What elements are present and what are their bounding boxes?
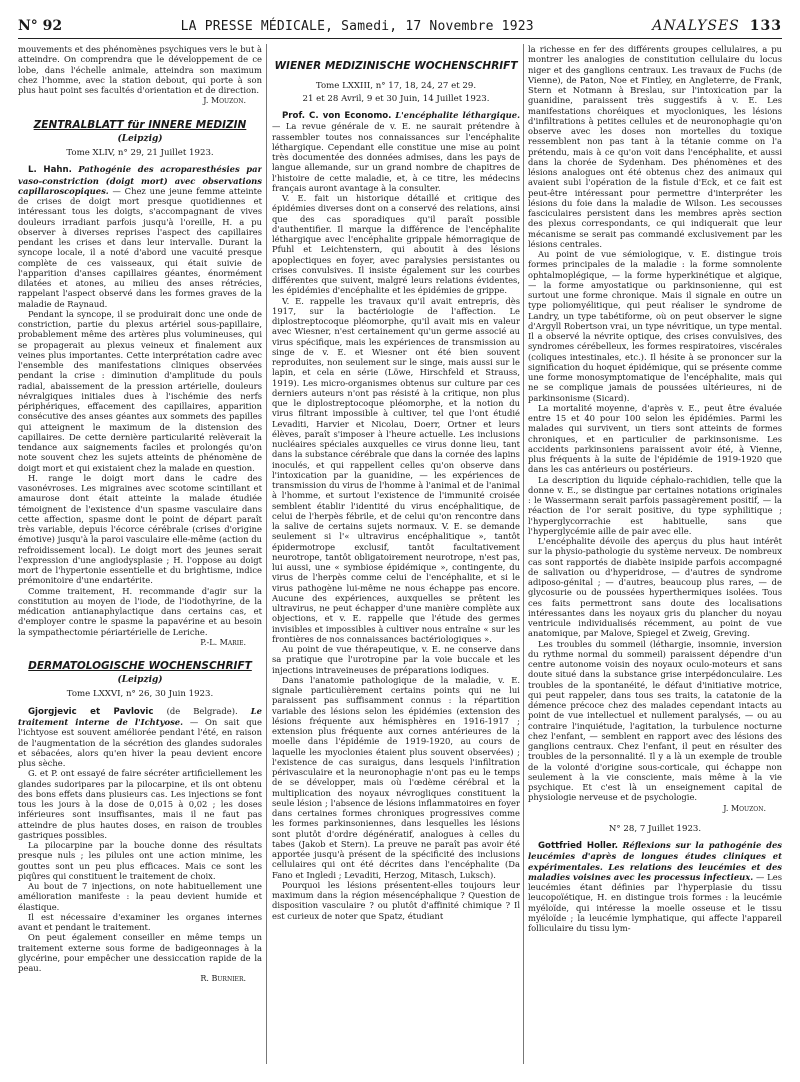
source-heading: WIENER MEDIZINISCHE WOCHENSCHRIFT: [274, 60, 518, 72]
paragraph: Pendant la syncope, il se produirait donc une onde de constriction, partie du plexus artériel sous-papillaire, probablement même des artères plus volumineuses, qui se propagerait au plexus veineux et finalement aux veines plus importantes. Cette interprétation cadre avec l'ensemble des manifestations cliniques observées pendant la crise : diminution d'amplitude du pouls radial, abaissement de la pression artérielle, douleurs névralgiques initiales dues à l'ischémie des nerfs périphériques, effacement des capillaires, apparition consécutive des anses géantes aux sommets des papilles qui atteignent le maximum de la distension des capillaires. De cette dernière particularité relèverait la tendance aux saignements faciles et prolongés qu'on note souvent chez les sujets atteints de phénomène de doigt mort et qui existaient chez la malade en question.: [18, 308, 262, 473]
column-divider: [266, 44, 267, 1064]
page-header: [18, 16, 782, 36]
paragraph: mouvements et des phénomènes psychiques vers le but à atteindre. On comprendra que le développement de ce lobe, dans l'échelle animale, atteindra son maximum chez l'homme, avec la station debout, qui porte à son plus haut point ses facultés d'orientation et de direction.: [18, 44, 262, 95]
article-text: — Les leucémies étant définies par l'hyperplasie du tissu leucopoïétique, H. en distingue trois formes : la leucémie myéloïde, qui intéresse la moelle osseuse et le tissu myéloïde ; la leucémie lymphatique, qui affecte l'appareil folliculaire du tissu lym-: [528, 871, 782, 933]
article-title: Le traitement interne de l'Ichtyose.: [18, 705, 262, 727]
article-paragraph: [528, 840, 782, 933]
author-location: (de Belgrade).: [166, 705, 238, 716]
paragraph: Dans l'anatomie pathologique de la maladie, v. E. signale particulièrement certains points qui ne lui paraissent pas suffisamment connus : la répartition variable des lésions selon les épidémies (extension des lésions fréquente aux hémisphères en 1916-1917 ; extension plus fréquente aux cornes antérieures de la moelle dans l'épidémie de 1919-1920, au cours de laquelle les myoclonies étaient plus souvent observées) ; l'existence de cas suraigus, dans lesquels l'infiltration périvasculaire et la neuronophagie n'ont pas eu le temps de se développer, mais où l'œdème cérébral et la multiplication des noyaux névrogliques constituent la seule lésion ; l'absence de lésions inflammatoires en foyer dans certaines formes chroniques progressives comme les formes parkinsoniennes, dans lesquelles les lésions sont plutôt d'ordre dégénératif, analogues à celles du tabes (Jakob et Stern). La preuve ne paraît pas avoir été apportée jusqu'à présent de la spécificité des inclusions cellulaires qui ont été décrites dans l'encéphalite (Da Fano et Ingledi ; Levaditi, Herzog, Mitasch, Luksch).: [272, 674, 520, 880]
paragraph: La description du liquide céphalo-rachidien, telle que la donne v. E., se distingue par certaines notations originales : le Wassermann serait parfois passagèrement positif, — la réaction de l'or serait positive, du type syphilitique ; l'hyperglycorrachie est habituelle, sans que l'hyperglycémie aille de pair avec elle.: [528, 474, 782, 536]
page-number: 133: [749, 18, 782, 34]
issue-dates: 21 et 28 Avril, 9 et 30 Juin, 14 Juillet 1923.: [302, 93, 490, 104]
source-city: (Leipzig): [117, 675, 163, 685]
article-paragraph: [18, 164, 262, 309]
issue-number: N° 92: [18, 18, 63, 34]
paragraph: Au bout de 7 injections, on note habituellement une amélioration manifeste : la peau devient humide et élastique.: [18, 881, 262, 912]
section-label: [652, 18, 782, 34]
source-heading: ZENTRALBLATT für INNERE MEDIZIN: [33, 118, 247, 131]
paragraph: Au point de vue thérapeutique, v. E. ne conserve dans sa pratique que l'urotropine par la voie buccale et les injections intraveineuses de préparations iodiques.: [272, 644, 520, 675]
paragraph: On peut également conseiller en même temps un traitement externe sous forme de badigeonnages à la glycérine, pour empêcher une dessiccation rapide de la peau.: [18, 932, 262, 973]
article-title: L'encéphalite léthargique.: [395, 110, 520, 120]
column-1: [18, 44, 262, 1072]
signature: P.-L. Marie.: [200, 637, 246, 647]
issue-info: Tome LXXIII, n° 17, 18, 24, 27 et 29.: [315, 81, 477, 91]
article-title: Réflexions sur la pathogénie des leucémies d'après de longues études cliniques et expérimentales. Les relations des leucémies et des maladies voisines avec les processus infectieux.: [528, 840, 782, 882]
journal-title: LA PRESSE MÉDICALE, Samedi, 17 Novembre 1923: [180, 18, 534, 34]
column-2: [272, 44, 520, 1072]
paragraph: La mortalité moyenne, d'après v. E., peut être évaluée entre 15 et 40 pour 100 selon les épidémies. Parmi les malades qui survivent, un tiers sont atteints de formes chroniques, et en particulier de parkinsonisme. Les accidents parkinsoniens paraissent avoir été, à Vienne, plus fréquents à la suite de l'épidémie de 1919-1920 que dans les cas antérieurs ou postérieurs.: [528, 402, 782, 475]
article-title: Pathogénie des acroparesthésies par vaso-constriction (doigt mort) avec observations capillaroscopiques.: [18, 164, 262, 196]
paragraph: V. E. rappelle les travaux qu'il avait entrepris, dès 1917, sur la bactériologie de l'affection. Le diplostreptocoque pléomorphe, qu'il avait mis en valeur avec Wiesner, n'est certainement qu'un germe associé au virus spécifique, mais les expériences de transmission au singe de v. E. et Wiesner ont été bien souvent reproduites, non seulement sur le singe, mais aussi sur le lapin, et cela en série (Löwe, Hirschfeld et Strauss, 1919). Les micro-organismes obtenus sur culture par ces derniers auteurs n'ont pas résisté à la critique, non plus que le diplostreptocoque pléomorphe, et la notion du virus filtrant impossible à cultiver, tel que l'ont étudié Levaditi, Harvier et Nicolau, Doerr, Ortner et leurs élèves, paraît s'imposer à l'heure actuelle. Les inclusions nucléaires spéciales auxquelles ce virus donne lieu, tant dans la substance cérébrale que dans la cornée des lapins inoculés, et qui rappellent celles qu'on observe dans l'intoxication par la guanidine, — les expériences de transmission du virus de l'homme à l'animal et de l'animal à l'homme, et surtout l'existence de l'immunité croisée semblent établir l'identité du virus encéphalitique, de celui de l'herpès fébrile, et de celui qu'on rencontre dans la salive de certains sujets normaux. V. E. se demande seulement si l'« ultravirus encéphalitique », tantôt épidermotrope exclusif, tantôt facultativement neurotrope, tantôt obligatoirement neurotrope, n'est pas, lui aussi, une « symbiose épidémique », contingente, du virus de l'herpès comme celui de l'encéphalite, et si le virus pathogène lui-même ne nous échappe pas encore. Aucune des expériences, auxquelles se prêtent les ultravirus, ne peut échapper d'une manière complète aux objections, et v. E. rappelle que l'étude des germes invisibles et impossibles à cultiver nous entraîne « sur les frontières de nos connaissances bactériologiques ».: [272, 295, 520, 644]
header-rule: [18, 38, 782, 39]
paragraph: H. range le doigt mort dans le cadre des vasonévroses. Les migraines avec scotome scintillant et amaurose dont était atteinte la malade étudiée témoignent de l'existence d'un spasme vasculaire dans cette affection, spasme dont le point de départ paraît très variable, depuis l'écorce cérébrale (crises d'origine émotive) jusqu'à la paroi vasculaire elle-même (action du refroidissement local). Le doigt mort des jeunes serait l'expression d'une angiodysplasie ; H. l'oppose au doigt mort de l'hypertonie essentielle et du brightisme, indice prémonitoire d'une endartérite.: [18, 472, 262, 586]
column-3: [528, 44, 782, 1072]
paragraph: Pourquoi les lésions présentent-elles toujours leur maximum dans la région mésencéphalique ? Question de disposition vasculaire ? ou plutôt d'affinité chimique ? Il est curieux de noter que Spatz, étudiant: [272, 879, 520, 921]
article-author: Gjorgjevic et Pavlovic: [28, 706, 154, 717]
issue-info: Tome LXXVI, n° 26, 30 Juin 1923.: [66, 689, 214, 700]
issue-info: Tome XLIV, n° 29, 21 Juillet 1923.: [66, 147, 214, 158]
paragraph: Au point de vue sémiologique, v. E. distingue trois formes principales de la maladie : la forme somnolente ophtalmoplégique, — la forme hyperkinétique et algique, — la forme amyostatique ou parkinsonienne, qui est surtout une forme chronique. Mais il signale en outre un type poliomyélitique, qui peut réaliser le syndrome de Landry, un type tabétiforme, où on peut observer le signe d'Argyll Robertson vrai, un type névritique, un type mental. Il a observé la névrite optique, des crises convulsives, des syndromes cérébelleux, les formes respiratoires, viscérales (coliques intestinales, etc.). Il hésite à se prononcer sur la signification du hoquet épidémique, qui se présente comme une forme monosymptomatique de l'encéphalite, mais qui ne se complique jamais de poussées ultérieures, ni de parkinsonisme (Sicard).: [528, 249, 782, 403]
paragraph: V. E. fait un historique détaillé et critique des épidémies diverses dont on a conservé des relations, ainsi que des cas sporadiques qu'il paraît possible d'authentifier. Il marque la différence de l'encéphalite léthargique avec l'encéphalite grippale hémorragique de Pfuhl et Leichtenstern, qui aboutit à des lésions apoplectiques en foyer, avec paralysies persistantes ou crises convulsives. Il insiste également sur les courbes différentes que suivent, malgré leurs relations évidentes, les épidémies d'encéphalite et les épidémies de grippe.: [272, 193, 520, 296]
article-paragraph: [18, 706, 262, 769]
signature: R. Burnier.: [200, 974, 246, 984]
issue-info: N° 28, 7 Juillet 1923.: [608, 823, 702, 834]
paragraph: Les troubles du sommeil (léthargie, insomnie, inversion du rythme normal du sommeil) paraissent dépendre d'un centre autonome voisin des noyaux oculo-moteurs et sans doute situé dans la substance grise interpédonculaire. Les troubles de la spontanéité, le défaut d'initiative motrice, qui peut rappeler, dans tous ses traits, la catatonie de la démence précoce chez des malades cependant intacts au point de vue intellectuel et nullement paralysés, — ou au contraire l'inquiétude, l'agitation, la turbulence nocturne chez l'enfant, — semblent en rapport avec des lésions des ganglions centraux. Chez l'enfant, il peut en résulter des troubles de la personnalité. Il y a là un exemple de trouble de la volonté d'origine sous-corticale, qui échappe non seulement à la vie consciente, mais même à la vie psychique. Et c'est là un enseignement capital de physiologie nerveuse et de psychologie.: [528, 638, 782, 803]
signature: J. Mouzon.: [723, 803, 766, 813]
paragraph: G. et P. ont essayé de faire sécréter artificiellement les glandes sudoripares par la pilocarpine, et ils ont obtenu des bons effets dans plusieurs cas. Les injections se font tous les jours à la dose de 0,015 à 0,02 ; les doses inférieures sont insuffisantes, mais il ne faut pas atteindre de plus hautes doses, en raison de troubles gastriques possibles.: [18, 768, 262, 840]
article-author: Prof. C. von Economo.: [282, 111, 392, 121]
source-city: (Leipzig): [117, 133, 163, 144]
paragraph: L'encéphalite dévoile des aperçus du plus haut intérêt sur la physio-pathologie du système nerveux. De nombreux cas sont rapportés de diabète insipide parfois accompagné de salivation ou d'hyperidrose, — d'autres de syndrome adiposo-génital ; — d'autres, beaucoup plus rares, — de glycosurie ou de poussées hyperthermiques isolées. Tous ces faits permettront sans doute des localisations intéressantes dans les noyaux gris du plancher du noyau ventricule individualisés récemment, au point de vue anatomique, par Malove, Spiegel et Zweig, Greving.: [528, 536, 782, 639]
paragraph: Il est nécessaire d'examiner les organes internes avant et pendant le traitement.: [18, 911, 262, 932]
source-heading: DERMATOLOGISCHE WOCHENSCHRIFT: [28, 660, 252, 672]
signature: J. Mouzon.: [203, 96, 246, 106]
article-author: Gottfried Holler.: [538, 841, 618, 851]
column-divider: [523, 44, 524, 1064]
article-paragraph: [272, 110, 520, 193]
article-author: L. Hahn.: [28, 165, 72, 176]
article-text: — La revue générale de v. E. ne saurait prétendre à rassembler toutes nos connaissances sur l'encéphalite léthargique. Cependant elle constitue une mise au point très documentée des données admises, dans les pays de langue allemande, sur un grand nombre de chapitres de l'histoire de cette maladie, et, à ce titre, les médecins français auront avantage à la consulter.: [272, 121, 520, 193]
paragraph: la richesse en fer des différents groupes cellulaires, a pu montrer les analogies de constitution cellulaire du locus niger et des ganglions centraux. Les travaux de Fuchs (de Vienne), de Paton, Noe et Fintley, en Angleterre, de Frank, Stern et Notmann à Breslau, sur l'intoxication par la guanidine, paraissent très suggestifs à v. E. Les manifestations choréiques et myocloniques, les lésions d'infiltrations à petites cellules et de neuronophagie qu'on observe avec les doses non mortelles du toxique ressemblent non pas tant à la tétanie comme on l'a prétendu, mais à ce qu'on voit dans l'encéphalite, et aussi dans la chorée de Sydenham. Des phénomènes et des lésions analogues ont été obtenus chez des animaux qui avaient subi l'opération de la fistule d'Eck, et ce fait est peut-être intéressant pour permettre d'interpréter les lésions du foie dans la maladie de Wilson. Les secousses fasciculaires persistent dans les membres après section des plexus correspondants, ce qui indiquerait que leur mécanisme se serait pas commandé exclusivement par les lésions centrales.: [528, 44, 782, 249]
section-name: ANALYSES: [652, 18, 740, 34]
article-text: — On sait que l'ichtyose est souvent améliorée pendant l'été, en raison de l'augmentation de la sécrétion des glandes sudorales et sébacées, alors qu'en hiver la peau devient encore plus sèche.: [18, 717, 262, 768]
paragraph: Comme traitement, H. recommande d'agir sur la constitution au moyen de l'iode, de l'iodothyrine, de la médication antianaphylactique dans certains cas, et d'employer contre le spasme la papavérine et au besoin la sympathectomie périartérielle de Leriche.: [18, 585, 262, 637]
paragraph: La pilocarpine par la bouche donne des résultats presque nuls ; les pilules ont une action minime, les gouttes sont un peu plus efficaces. Mais ce sont les piqûres qui constituent le traitement de choix.: [18, 840, 262, 881]
article-text: — Chez une jeune femme atteinte de crises de doigt mort presque quotidiennes et intéressant tous les doigts, s'accompagnant de vives douleurs irradiant parfois jusqu'à l'oreille, H. a pu observer à diverses reprises l'aspect des capillaires pendant les crises et dans leur intervalle. Durant la syncope locale, il a noté d'abord une vacuité presque complète de ces vaisseaux, qui était suivie de l'apparition d'anses capillaires géantes, énormément dilatées et atones, au milieu des anses rétrécies, rappelant l'aspect observé dans les formes graves de la maladie de Raynaud.: [18, 185, 262, 309]
